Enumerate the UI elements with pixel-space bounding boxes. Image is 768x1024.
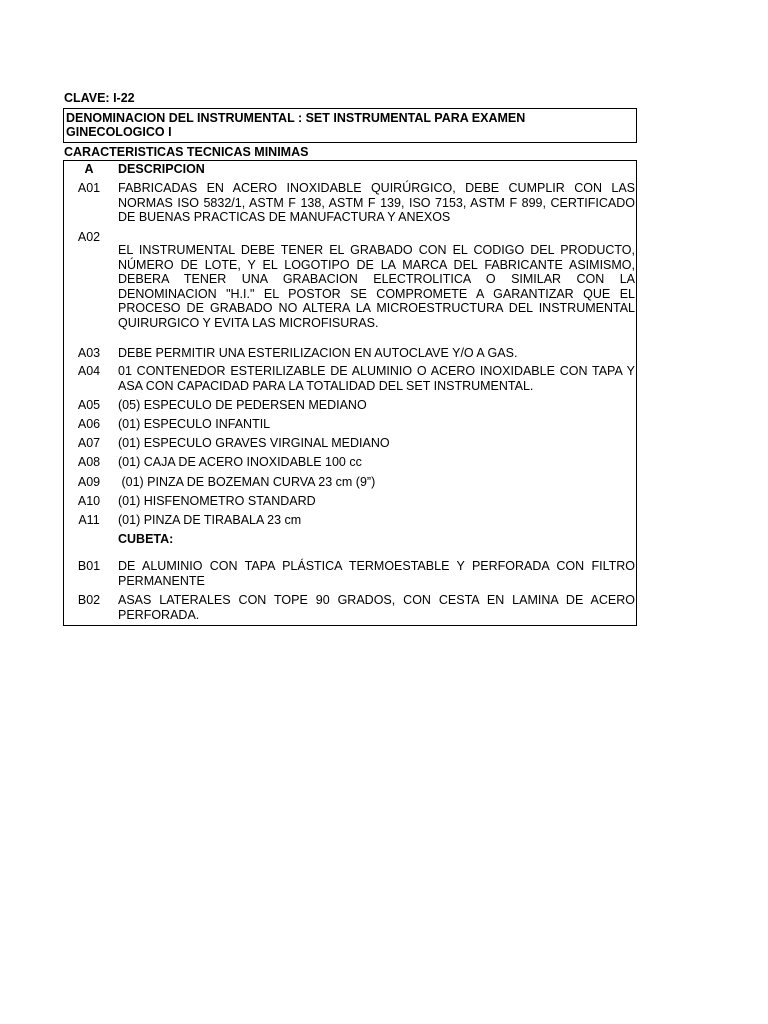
spec-code: A06 [77,417,101,431]
spec-code: A01 [77,181,101,195]
spec-description: (01) HISFENOMETRO STANDARD [118,494,316,508]
spec-code: A11 [78,513,100,527]
spec-description: (01) PINZA DE BOZEMAN CURVA 23 cm (9”) [118,475,376,489]
spec-code: B02 [77,593,101,607]
spec-code: A02 [77,230,101,244]
caracteristicas-title: CARACTERISTICAS TECNICAS MINIMAS [64,145,309,159]
spec-code: A07 [77,436,101,450]
document-page [63,90,637,626]
spec-code: A08 [77,455,101,469]
spec-description: EL INSTRUMENTAL DEBE TENER EL GRABADO CON EL CODIGO DEL PRODUCTO, NÚMERO DE LOTE, Y EL LOGOTIPO DE LA MARCA DEL FABRICANTE ASIMISMO, DEBERA TENER UNA GRABACION ELECTROLITICA O SIMILAR CON LA DENOMINACION "H.I." EL POSTOR SE COMPROMETE A GARANTIZAR QUE EL PROCESO DE GRABADO NO ALTERA LA MICROESTRUCTURA DEL INSTRUMENTAL QUIRURGICO Y EVITA LAS MICROFISURAS. [118,243,635,330]
spec-code: A05 [77,398,101,412]
clave-label: CLAVE: I-22 [64,91,135,105]
spec-description: (01) CAJA DE ACERO INOXIDABLE 100 cc [118,455,362,469]
spec-description: (01) PINZA DE TIRABALA 23 cm [118,513,302,527]
header-description: DESCRIPCION [118,162,205,176]
spec-description: DE ALUMINIO CON TAPA PLÁSTICA TERMOESTABLE Y PERFORADA CON FILTRO PERMANENTE [118,559,635,588]
cubeta-heading: CUBETA: [118,532,174,546]
specifications-table [63,160,637,626]
header-code: A [84,162,94,176]
spec-code: A10 [77,494,101,508]
spec-code: A03 [77,346,101,360]
spec-description: 01 CONTENEDOR ESTERILIZABLE DE ALUMINIO O ACERO INOXIDABLE CON TAPA Y ASA CON CAPACIDAD PARA LA TOTALIDAD DEL SET INSTRUMENTAL. [118,364,635,393]
spec-description: (05) ESPECULO DE PEDERSEN MEDIANO [118,398,367,412]
spec-code: A09 [77,475,101,489]
spec-description: ASAS LATERALES CON TOPE 90 GRADOS, CON CESTA EN LAMINA DE ACERO PERFORADA. [118,593,635,622]
spec-code: B01 [77,559,101,573]
denominacion-line-2: GINECOLOGICO I [66,125,172,139]
spec-code: A04 [77,364,101,378]
spec-description: (01) ESPECULO GRAVES VIRGINAL MEDIANO [118,436,390,450]
denominacion-line-1: DENOMINACION DEL INSTRUMENTAL : SET INSTRUMENTAL PARA EXAMEN [66,111,526,125]
spec-description: FABRICADAS EN ACERO INOXIDABLE QUIRÚRGICO, DEBE CUMPLIR CON LAS NORMAS ISO 5832/1, ASTM F 138, ASTM F 139, ISO 7153, ASTM F 899, CERTIFICADO DE BUENAS PRACTICAS DE MANUFACTURA Y ANEXOS [118,181,635,225]
spec-description: (01) ESPECULO INFANTIL [118,417,271,431]
denominacion-box [63,108,637,143]
spec-description: DEBE PERMITIR UNA ESTERILIZACION EN AUTOCLAVE Y/O A GAS. [118,346,518,360]
